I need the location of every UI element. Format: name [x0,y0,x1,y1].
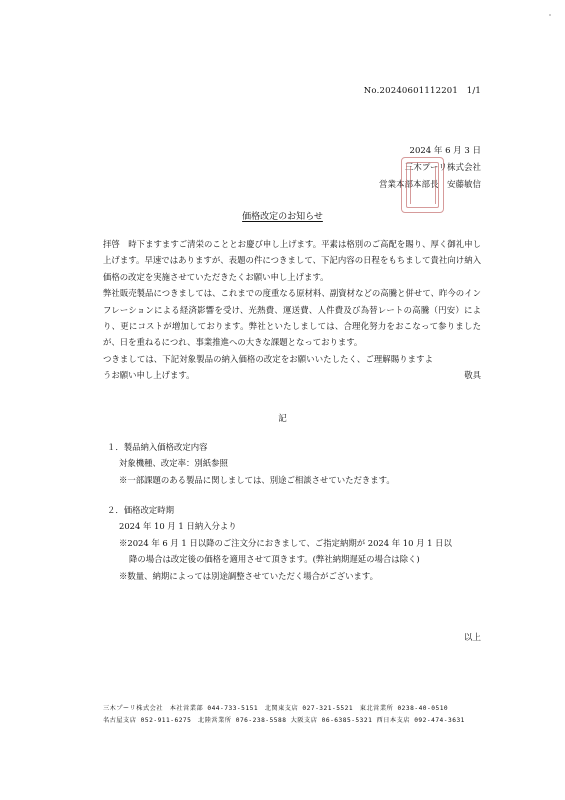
section-2-heading: ２．価格改定時期 [107,505,174,515]
company-name: 三木プーリ株式会社 [404,163,481,173]
footer-contacts-line-2: 名古屋支店 052-911-6275 北陸営業所 076-238-5588 大阪支店 06-6385-5321 西日本支店 092-474-3631 [103,717,465,724]
section-2-note-1: ※2024 年 6 月 1 日以降のご注文分におきまして、ご指定納期が 2024 年 10 月 1 日以 [119,537,452,548]
page-corner-mark [549,14,551,16]
letter-body [103,236,481,384]
letter-paragraph-2: 弊社販売製品につきましては、これまでの度重なる原材料、副資材などの高騰と併せて、昨今のインフレーションによる経済影響を受け、光熱費、運送費、人件費及び為替レートの高騰（円安）により、更にコストが増加しております。弊社といたしましては、合理化努力をおこなって参りましたが、日を重ねるにつれ、事業推進への大きな課題となっております。 [103,288,481,348]
section-2-note-2: ※数量、納期によっては別途調整させていただく場合がございます。 [119,570,378,581]
document-title: 価格改定のお知らせ [242,212,323,222]
section-2-effective-date: 2024 年 10 月 1 日納入分より [119,521,237,532]
section-2-note-1-continued: 降の場合は改定後の価格を適用させて頂きます。(弊社納期遅延の場合は除く) [129,554,420,565]
sender-name: 営業本部本部長 安藤敏信 [378,180,481,190]
company-seal-stamp [401,157,444,213]
document-number: No.20240601112201 1/1 [363,86,481,96]
letter-paragraph-3: つきましては、下記対象製品の納入価格の改定をお願いいたしたく、ご理解賜りますようお願い申し上げます。 [103,353,433,381]
seal-mark [410,166,436,204]
letter-paragraph-1: 拝啓 時下ますますご清栄のこととお慶び申し上げます。平素は格別のご高配を賜り、厚く御礼申し上げます。早速ではありますが、表題の件につきまして、下記内容の日程をもちまして貴社向け納入価格の改定を実施させていただきたくお願い申し上げます。 [103,239,481,282]
issue-date: 2024 年 6 月 3 日 [409,146,481,156]
section-price-change-content [107,439,487,488]
ki-heading: 記 [278,414,287,424]
section-price-change-timing [107,502,487,584]
letter-closing-row [103,351,481,384]
section-1-target: 対象機種、改定率：別紙参照 [119,458,228,469]
end-mark: 以上 [463,633,481,643]
section-1-heading: １．製品納入価格改定内容 [107,442,208,452]
closing-word: 敬具 [464,370,481,381]
section-1-note: ※一部課題のある製品に関しましては、別途ご相談させていただきます。 [119,474,395,485]
footer-contacts-line-1: 三木プーリ株式会社 本社営業部 044-733-5151 北関東支店 027-321-5521 東北営業所 0238-40-0510 [103,705,449,712]
